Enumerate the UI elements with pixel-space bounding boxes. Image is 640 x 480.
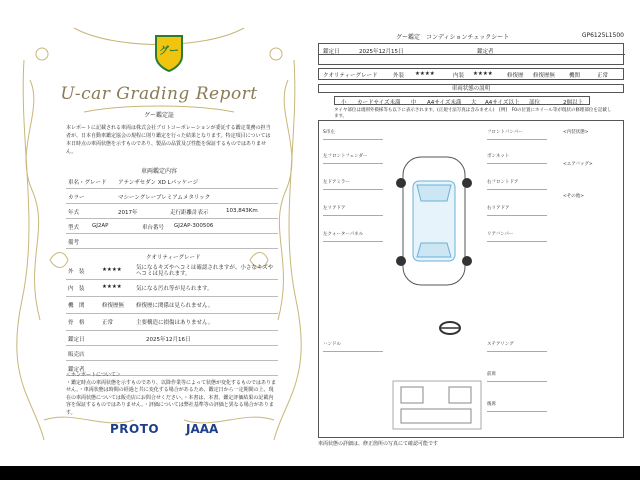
- footer-logos: [110, 420, 260, 440]
- table-row: 内 装 ★★★★ 気になる汚れ等が見られます。: [66, 280, 278, 297]
- sheet-title: グー鑑定 コンディションチェックシート: [396, 34, 510, 41]
- table-row: 年式 2017年 走行距離計表示 103,843Km: [66, 204, 278, 219]
- jaaa-logo: JAAA: [186, 422, 219, 436]
- table-row: 機 関 修復歴無 修復歴に関係は見られません。: [66, 297, 278, 314]
- steering-wheel-icon: [439, 321, 461, 335]
- goo-kantei-logo: [152, 32, 186, 72]
- car-top-view: [389, 151, 479, 291]
- sheet-footer: 車両状態の詳細は、修正箇所の写真にて確認可能です: [318, 441, 439, 447]
- intro-text: 本レポートに記載される車両は株式会社プロトコーポレーションが委託する鑑定業務の担当者が、日本自動車鑑定協会の規程に則り鑑定を行った結果となります。特定項目については本日時点の車両状態を示すものであり、製品の品質及び性能を保証するものではありません。: [66, 125, 271, 155]
- vehicle-header: 車両鑑定内容: [140, 168, 177, 175]
- vehicle-table: [66, 174, 278, 376]
- table-row: 車名・グレード アテンザセダン XD Lパッケージ: [66, 174, 278, 189]
- interior-seats: [389, 377, 485, 433]
- section-title: 車両状態の説明: [318, 84, 624, 93]
- table-row: 鑑定者: [66, 361, 278, 376]
- table-row: 鑑定日 2025年12月16日: [66, 331, 278, 346]
- notes-block: [66, 372, 276, 417]
- table-row: 骨 格 正常 主要構造に損傷はありません。: [66, 314, 278, 331]
- notes-title: ＜ホンポートについて＞: [66, 372, 121, 378]
- report-title: U-car Grading Report: [60, 84, 258, 104]
- table-row: 販売店: [66, 346, 278, 361]
- table-row: 備考: [66, 234, 278, 249]
- grading-certificate: [14, 20, 304, 452]
- notes-text: ・鑑定時点の車両状態を示すものであり、以降作業等によって状態が変化するものではありません。・車両状態は時間の経過と共に変化する場合があるため、鑑定日から一定期間の上、現在の車両状態については販売店にお問合せください。・本書は、本書、鑑定評価結果の記載内容を保証するものではありません。・評価については弊社基準等の評価と異なる場合があります。: [66, 379, 277, 416]
- legend-note: タイヤ部位は規則外模様等も以下に表示されます。(正規寸法写真は含みません) [例] F0の位置にホイール等が現状の修理部位を記載します。: [334, 108, 612, 119]
- sheet-header: 鑑定日 2025年12月15日 鑑定者: [318, 43, 624, 65]
- header-divider: [319, 54, 625, 55]
- vehicle-diagram: S市左 左フロントフェンダー 左ドアミラー 左リアドア 左クォーターパネル フロントバンパー ボンネット 右フロントドア 右リアドア リアバンパー ハンドル ステアリング 前席 後席 <内装状態> <エアバッグ> <その他>: [318, 120, 624, 438]
- table-row: カラー マシーングレープレミアムメタリック: [66, 189, 278, 204]
- proto-logo: PROTO: [110, 422, 160, 436]
- svg-text:グー: グー: [159, 46, 179, 57]
- condition-check-sheet: [318, 28, 624, 448]
- quality-grade-row: クオリティーグレード 外装 ★★★★ 内装 ★★★★ 修復歴 修復歴無 機関 正常: [318, 68, 624, 80]
- size-legend: 小 カードサイズ未満 中 A4サイズ未満 大 A4サイズ以上 部位 2個以上: [334, 96, 590, 105]
- certificate-subtitle: グー鑑定証: [143, 112, 174, 119]
- table-row: 外 装 ★★★★ 気になるキズやヘコミは確認されますが、小さなキズやヘコミは見られます。: [66, 263, 278, 280]
- sheet-id: GP6125L1500: [581, 32, 624, 39]
- quality-header: クオリティーグレード: [146, 255, 201, 261]
- table-row: 型式 GJ2AP 車台番号 GJ2AP-300506: [66, 219, 278, 234]
